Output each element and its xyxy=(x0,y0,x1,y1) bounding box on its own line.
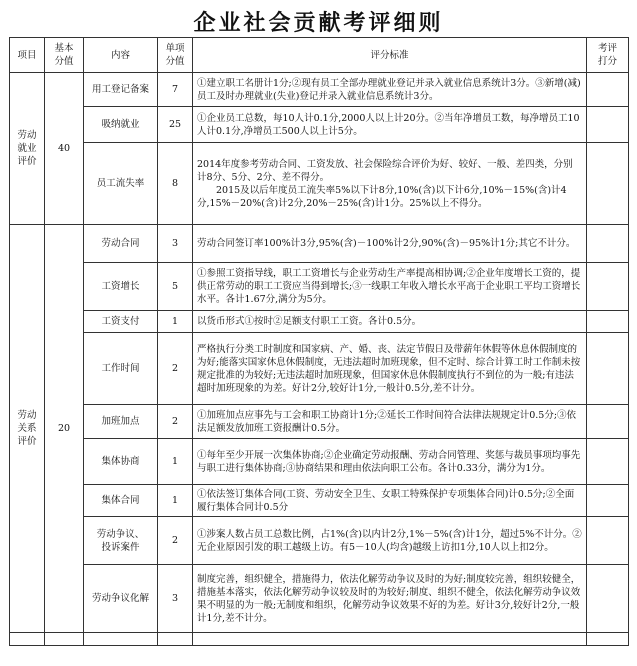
content-cell: 劳动争议化解 xyxy=(84,565,158,633)
criteria-cell xyxy=(193,143,587,225)
rating-cell[interactable] xyxy=(587,107,629,143)
criteria-cell xyxy=(193,311,587,333)
criteria-cell xyxy=(193,485,587,517)
content-cell: 工资增长 xyxy=(84,263,158,311)
unit-score-cell: 7 xyxy=(158,73,193,107)
header-criteria: 评分标准 xyxy=(193,38,587,73)
content-cell: 集体合同 xyxy=(84,485,158,517)
table-row xyxy=(10,73,629,107)
project-cell: 劳动 关系 评价 xyxy=(10,225,45,633)
criteria-text: 以货币形式①按时②足额支付职工工资。各计0.5分。 xyxy=(197,316,422,327)
criteria-text: ①参照工资指导线，职工工资增长与企业劳动生产率提高相协调;②企业年度增长工资的，提供正常劳动的职工工资应当得到增长;③一线职工年收入增长水平高于企业职工平均工资增长水平。各计1.67分,满分为5分。 xyxy=(197,268,581,305)
table-row xyxy=(10,517,629,565)
content-cell: 劳动争议、 投诉案件 xyxy=(84,517,158,565)
base-score-cell: 20 xyxy=(45,225,84,633)
criteria-cell xyxy=(193,107,587,143)
criteria-cell xyxy=(193,263,587,311)
rating-cell[interactable] xyxy=(587,439,629,485)
criteria-cell xyxy=(193,225,587,263)
content-cell: 用工登记备案 xyxy=(84,73,158,107)
table-row xyxy=(10,333,629,405)
criteria-text: 劳动合同签订率100%计3分,95%(含)－100%计2分,90%(含)－95%计1分;其它不计分。 xyxy=(197,238,576,249)
rating-cell[interactable] xyxy=(587,263,629,311)
unit-score-cell: 2 xyxy=(158,333,193,405)
criteria-text: 2015及以后年度员工流失率5%以下计8分,10%(含)以下计6分,10%－15%(含)计4分,15%－20%(含)计2分,20%－25%(含)计1分。25%以上不得分。 xyxy=(197,184,567,209)
header-base-score: 基本 分值 xyxy=(45,38,84,73)
content-cell: 员工流失率 xyxy=(84,143,158,225)
empty-cell xyxy=(193,633,587,646)
base-score-cell: 40 xyxy=(45,73,84,225)
table-row xyxy=(10,633,629,646)
header-unit-score: 单项 分值 xyxy=(158,38,193,73)
criteria-text: ①加班加点应事先与工会和职工协商计1分;②延长工作时间符合法律法规规定计0.5分;③依法足额发放加班工资报酬计0.5分。 xyxy=(197,409,577,434)
header-item: 项目 xyxy=(10,38,45,73)
table-row xyxy=(10,225,629,263)
criteria-text: ①每年至少开展一次集体协商;②企业确定劳动报酬、劳动合同管理、奖惩与裁员事项均事先与职工进行集体协商;③协商结果和理由依法向职工公布。各计0.33分，满分为1分。 xyxy=(197,449,581,474)
table-row xyxy=(10,565,629,633)
rating-cell[interactable] xyxy=(587,73,629,107)
unit-score-cell: 1 xyxy=(158,439,193,485)
empty-cell xyxy=(587,633,629,646)
criteria-cell xyxy=(193,517,587,565)
rating-cell[interactable] xyxy=(587,485,629,517)
criteria-text: ①依法签订集体合同(工资、劳动安全卫生、女职工特殊保护专项集体合同)计0.5分;②全面履行集体合同计0.5分 xyxy=(197,488,575,513)
content-cell: 工作时间 xyxy=(84,333,158,405)
table-row xyxy=(10,485,629,517)
rating-cell[interactable] xyxy=(587,517,629,565)
criteria-text: ①涉案人数占员工总数比例，占1%(含)以内计2分,1%－5%(含)计1分，超过5%不计分。②无企业原因引发的职工越级上访。有5－10人(均含)越级上访扣1分,10人以上扣2分。 xyxy=(197,528,582,553)
content-cell: 吸纳就业 xyxy=(84,107,158,143)
rating-cell[interactable] xyxy=(587,225,629,263)
unit-score-cell: 5 xyxy=(158,263,193,311)
project-cell: 劳动 就业 评价 xyxy=(10,73,45,225)
rating-cell[interactable] xyxy=(587,143,629,225)
unit-score-cell: 2 xyxy=(158,517,193,565)
content-cell: 工资支付 xyxy=(84,311,158,333)
header-content: 内容 xyxy=(84,38,158,73)
unit-score-cell: 3 xyxy=(158,225,193,263)
empty-cell xyxy=(10,633,45,646)
content-cell: 集体协商 xyxy=(84,439,158,485)
rating-cell[interactable] xyxy=(587,405,629,439)
empty-cell xyxy=(84,633,158,646)
content-cell: 劳动合同 xyxy=(84,225,158,263)
unit-score-cell: 8 xyxy=(158,143,193,225)
page-title: 企业社会贡献考评细则 xyxy=(193,11,444,36)
rating-cell[interactable] xyxy=(587,311,629,333)
table-row xyxy=(10,107,629,143)
unit-score-cell: 1 xyxy=(158,485,193,517)
table-row xyxy=(10,439,629,485)
criteria-cell xyxy=(193,333,587,405)
table-row xyxy=(10,405,629,439)
criteria-cell xyxy=(193,565,587,633)
criteria-text: 2014年度参考劳动合同、工资发放、社会保险综合评价为好、较好、一般、差四类，分别计8分、5分、2分、差不得分。 xyxy=(197,158,573,183)
rating-cell[interactable] xyxy=(587,333,629,405)
unit-score-cell: 3 xyxy=(158,565,193,633)
table-row xyxy=(10,263,629,311)
criteria-cell xyxy=(193,405,587,439)
unit-score-cell: 2 xyxy=(158,405,193,439)
criteria-text: 严格执行分类工时制度和国家病、产、婚、丧、法定节假日及带薪年休假等休息休假制度的为好;能落实国家休息休假制度，无违法超时加班现象，但不定时、综合计算工时工作制未按规定批准的为较好;无违法超时加班现象，但国家休息休假制度执行不到位的为一般;有违法超时加班现象的为差。好计2分,较好计1分,一般计0.5分,差不计分。 xyxy=(197,343,581,394)
criteria-text: ①企业员工总数，每10人计0.1分,2000人以上计20分。②当年净增员工数，每净增员工10人计0.1分,净增员工500人以上计5分。 xyxy=(197,112,580,137)
rating-cell[interactable] xyxy=(587,565,629,633)
empty-cell xyxy=(158,633,193,646)
evaluation-table xyxy=(9,37,629,646)
unit-score-cell: 1 xyxy=(158,311,193,333)
table-row xyxy=(10,311,629,333)
criteria-text: ①建立职工名册计1分;②现有员工全部办理就业登记并录入就业信息系统计3分。③新增(减)员工及时办理就业(失业)登记并录入就业信息系统计3分。 xyxy=(197,77,581,102)
criteria-text: 制度完善，组织健全，措施得力，依法化解劳动争议及时的为好;制度较完善，组织较健全，措施基本落实，依法化解劳动争议较及时的为较好;制度、组织不健全，依法化解劳动争议效果不明显的为一般;无制度和组织，化解劳动争议效果不好的为差。好计3分,较好计2分,一般计1分,差不计分。 xyxy=(197,573,581,624)
header-row xyxy=(10,38,629,73)
empty-cell xyxy=(45,633,84,646)
criteria-cell xyxy=(193,73,587,107)
table-row xyxy=(10,143,629,225)
content-cell: 加班加点 xyxy=(84,405,158,439)
unit-score-cell: 25 xyxy=(158,107,193,143)
criteria-cell xyxy=(193,439,587,485)
header-rating: 考评 打分 xyxy=(587,38,629,73)
